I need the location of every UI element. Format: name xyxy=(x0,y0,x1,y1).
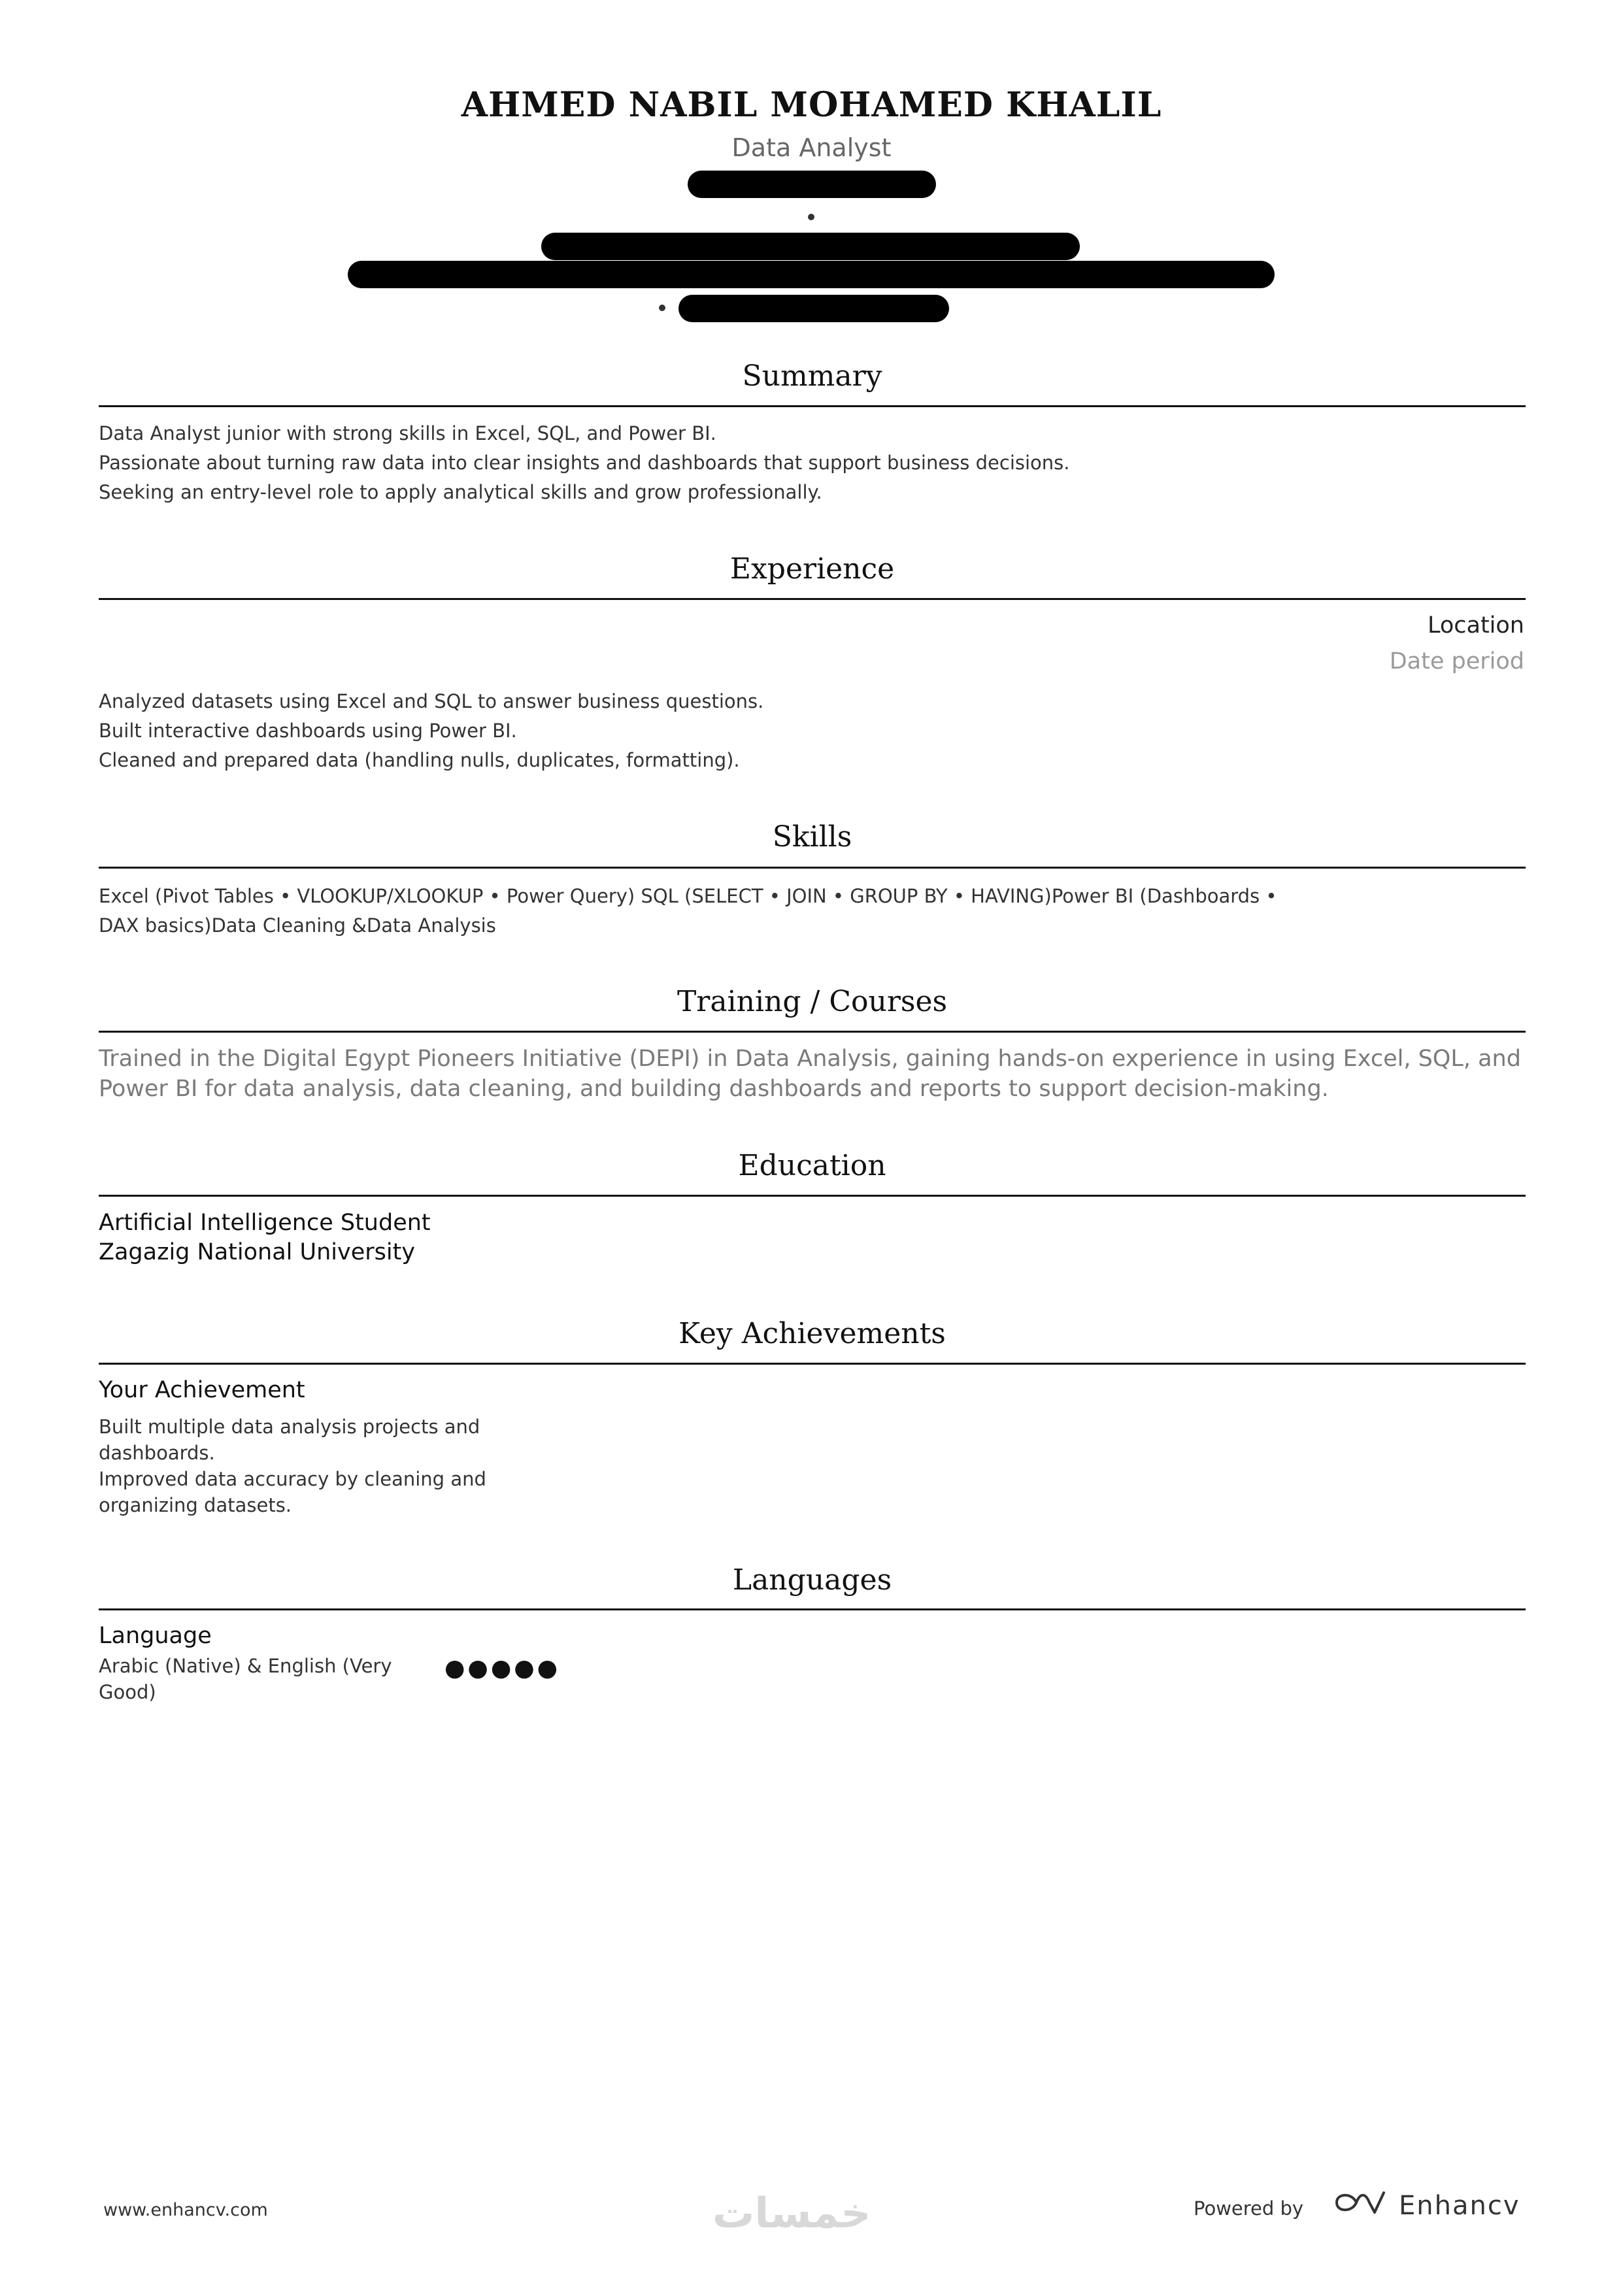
experience-line: Cleaned and prepared data (handling nulls, duplicates, formatting). xyxy=(99,749,740,771)
redacted-contact-1 xyxy=(688,171,936,198)
section-divider xyxy=(99,1363,1526,1365)
achievement-title: Your Achievement xyxy=(99,1377,305,1403)
achievement-line: Improved data accuracy by cleaning and xyxy=(99,1468,486,1490)
achievement-line: dashboards. xyxy=(99,1442,215,1464)
summary-line: Passionate about turning raw data into clear insights and dashboards that support business decisions. xyxy=(99,452,1070,474)
section-divider xyxy=(99,1195,1526,1197)
experience-line: Built interactive dashboards using Power BI. xyxy=(99,720,517,742)
experience-location: Location xyxy=(1427,612,1524,639)
achievement-line: Built multiple data analysis projects and xyxy=(99,1416,480,1438)
enhancv-brand: Enhancv xyxy=(1399,2191,1520,2221)
redacted-contact-3 xyxy=(348,261,1275,288)
language-detail: Arabic (Native) & English (Very xyxy=(99,1655,392,1677)
language-label: Language xyxy=(99,1623,212,1649)
language-rating-dots: ●●●●● xyxy=(444,1655,561,1682)
section-divider xyxy=(99,405,1526,407)
watermark-logo: خمسات xyxy=(712,2189,871,2238)
footer-url[interactable]: www.enhancv.com xyxy=(103,2200,268,2220)
summary-line: Data Analyst junior with strong skills in Excel, SQL, and Power BI. xyxy=(99,422,716,444)
education-school: Zagazig National University xyxy=(99,1239,416,1265)
candidate-role: Data Analyst xyxy=(731,133,892,162)
achievement-line: organizing datasets. xyxy=(99,1494,292,1516)
skills-heading: Skills xyxy=(772,820,852,854)
summary-heading: Summary xyxy=(742,359,882,393)
skills-line: DAX basics)Data Cleaning &Data Analysis xyxy=(99,914,496,937)
section-divider xyxy=(99,1031,1526,1033)
enhancv-logo-icon xyxy=(1330,2186,1389,2221)
education-heading: Education xyxy=(738,1149,886,1182)
education-degree: Artificial Intelligence Student xyxy=(99,1210,431,1236)
section-divider xyxy=(99,867,1526,869)
achievements-heading: Key Achievements xyxy=(678,1317,946,1350)
separator-dot xyxy=(659,305,665,311)
training-description: Trained in the Digital Egypt Pioneers Initiative (DEPI) in Data Analysis, gaining hands-on experience in using Excel, SQL, and Power BI for data analysis, data cleaning, and building dashboards and reports to support decision-making. xyxy=(99,1046,1521,1102)
redacted-contact-4 xyxy=(678,295,949,322)
training-heading: Training / Courses xyxy=(677,985,948,1018)
languages-heading: Languages xyxy=(732,1563,892,1597)
section-divider xyxy=(99,1608,1526,1610)
experience-heading: Experience xyxy=(729,552,895,586)
powered-by-label: Powered by xyxy=(1194,2197,1304,2220)
skills-line: Excel (Pivot Tables • VLOOKUP/XLOOKUP • Power Query) SQL (SELECT • JOIN • GROUP BY • HAVING)Power BI (Dashboards • xyxy=(99,885,1277,907)
candidate-name: AHMED NABIL MOHAMED KHALIL xyxy=(461,85,1162,125)
redacted-contact-2 xyxy=(541,233,1080,260)
experience-date: Date period xyxy=(1389,648,1524,674)
experience-line: Analyzed datasets using Excel and SQL to answer business questions. xyxy=(99,690,764,712)
language-detail: Good) xyxy=(99,1681,156,1703)
separator-dot xyxy=(808,214,814,220)
section-divider xyxy=(99,598,1526,600)
summary-line: Seeking an entry-level role to apply analytical skills and grow professionally. xyxy=(99,481,822,503)
